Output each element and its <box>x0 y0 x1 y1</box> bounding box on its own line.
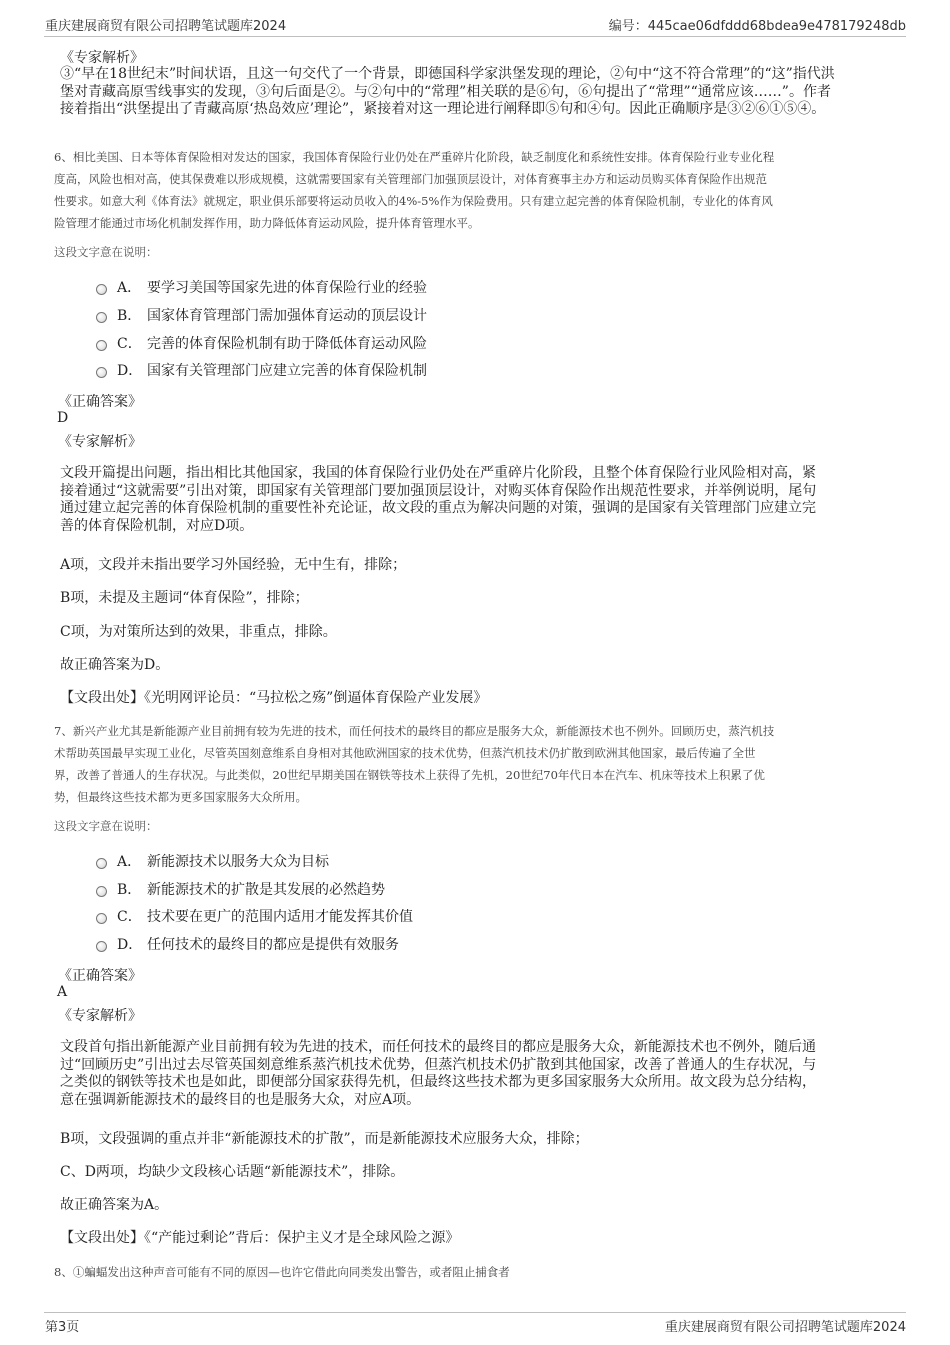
q6-line: 险管理才能通过市场化机制发挥作用，助力降低体育运动风险，提升体育管理水平。 <box>54 216 480 230</box>
option-letter: B． <box>117 308 142 324</box>
q6-note-c: C项，为对策所达到的效果，非重点，排除。 <box>60 624 337 640</box>
q6-answer: D <box>57 410 69 426</box>
q6-analysis-line: 善的体育保险机制，对应D项。 <box>60 517 254 534</box>
q7-analysis-label: 《专家解析》 <box>58 1008 142 1024</box>
q7-answer: A <box>57 984 68 1000</box>
q7-line: 7、新兴产业尤其是新能源产业目前拥有较为先进的技术，而任何技术的最终目的都应是服务大众，新能源技术也不例外。回顾历史，蒸汽机技 <box>54 724 775 738</box>
doc-serial-value: 445cae06dfddd68bdea9e478179248db <box>647 19 906 34</box>
q6-source: 【文段出处】《光明网评论员：“马拉松之殇”倒逼体育保险产业发展》 <box>60 690 488 706</box>
option-text: 新能源技术的扩散是其发展的必然趋势 <box>147 882 385 898</box>
q6-option-a[interactable] <box>96 277 427 297</box>
q7-answer-label: 《正确答案》 <box>58 968 142 984</box>
q7-source: 【文段出处】《“产能过剩论”背后：保护主义才是全球风险之源》 <box>60 1230 460 1246</box>
q6-option-b[interactable] <box>96 305 427 325</box>
q6-line: 性要求。如意大利《体育法》就规定，职业俱乐部要将运动员收入的4%-5%作为保险费用。只有建立起完善的体育保险机制，专业化的体育风 <box>54 194 773 208</box>
q7-analysis-text <box>60 1039 890 1109</box>
radio-icon[interactable] <box>96 913 107 924</box>
q6-note-a: A项，文段并未指出要学习外国经验，无中生有，排除； <box>60 557 407 573</box>
option-text: 完善的体育保险机制有助于降低体育运动风险 <box>147 336 427 352</box>
header-divider <box>44 36 906 37</box>
option-letter: C． <box>117 336 142 352</box>
q6-analysis-text <box>60 465 890 535</box>
doc-serial-label: 编号： <box>608 19 648 34</box>
option-letter: D． <box>117 363 143 379</box>
q6-analysis-line: 接着通过“这就需要”引出对策，即国家有关管理部门要加强顶层设计，对购买体育保险作出规范性要求，并举例说明，尾句 <box>60 482 817 499</box>
q6-option-d[interactable] <box>96 360 427 380</box>
radio-icon[interactable] <box>96 284 107 295</box>
q7-option-c[interactable] <box>96 906 413 926</box>
option-text: 国家体育管理部门需加强体育运动的顶层设计 <box>147 308 427 324</box>
q7-analysis-line: 意在强调新能源技术的最终目的也是服务大众，对应A项。 <box>60 1091 421 1108</box>
option-letter: C． <box>117 909 142 925</box>
q6-conclusion: 故正确答案为D。 <box>60 657 170 673</box>
q7-text <box>54 720 896 808</box>
q6-answer-label: 《正确答案》 <box>58 394 142 410</box>
q7-line: 术帮助英国最早实现工业化，尽管英国刻意维系自身相对其他欧洲国家的技术优势，但蒸汽机技术仍扩散到欧洲其他国家，最后传遍了全世 <box>54 746 756 760</box>
footer-divider <box>44 1312 906 1313</box>
q6-line: 6、相比美国、日本等体育保险相对发达的国家，我国体育保险行业仍处在严重碎片化阶段，缺乏制度化和系统性安排。体育保险行业专业化程 <box>54 150 775 164</box>
option-text: 任何技术的最终目的都应是提供有效服务 <box>147 937 399 953</box>
q7-conclusion: 故正确答案为A。 <box>60 1197 169 1213</box>
q7-option-a[interactable] <box>96 851 329 871</box>
radio-icon[interactable] <box>96 941 107 952</box>
option-text: 国家有关管理部门应建立完善的体育保险机制 <box>147 363 427 379</box>
doc-serial <box>609 15 906 34</box>
q8-text: 8、①蝙蝠发出这种声音可能有不同的原因—也许它借此向同类发出警告，或者阻止捕食者 <box>54 1265 510 1279</box>
top-analysis-line: ③“早在18世纪末”时间状语，且这一句交代了一个背景，即德国科学家洪堡发现的理论，②句中“这不符合常理”的“这”指代洪 <box>60 66 835 82</box>
option-letter: B． <box>117 882 142 898</box>
q7-line: 势，但最终这些技术都为更多国家服务大众所用。 <box>54 790 307 804</box>
option-text: 新能源技术以服务大众为目标 <box>147 854 329 870</box>
page-number: 第3页 <box>45 1320 80 1335</box>
option-text: 要学习美国等国家先进的体育保险行业的经验 <box>147 280 427 296</box>
radio-icon[interactable] <box>96 886 107 897</box>
q7-ask: 这段文字意在说明： <box>54 819 158 833</box>
q6-note-b: B项，未提及主题词“体育保险”，排除； <box>60 590 309 606</box>
option-letter: A． <box>117 854 142 870</box>
top-analysis-label: 《专家解析》 <box>60 50 144 66</box>
radio-icon[interactable] <box>96 312 107 323</box>
doc-header-title: 重庆建展商贸有限公司招聘笔试题库2024 <box>45 19 287 34</box>
top-analysis-line: 堡对青藏高原雪线事实的发现，③句后面是②。与②句中的“常理”相关联的是⑥句，⑥句提出了“常理”“通常应该……”。作者 <box>60 83 831 100</box>
q6-analysis-line: 文段开篇提出问题，指出相比其他国家，我国的体育保险行业仍处在严重碎片化阶段，且整个体育保险行业风险相对高，紧 <box>60 465 816 481</box>
q7-analysis-line: 过“回顾历史”引出过去尽管英国刻意维系蒸汽机技术优势，但蒸汽机技术仍扩散到其他国家，改善了普通人的生存状况，与 <box>60 1056 817 1073</box>
option-letter: A． <box>117 280 142 296</box>
footer-title: 重庆建展商贸有限公司招聘笔试题库2024 <box>664 1320 906 1335</box>
q6-analysis-line: 通过建立起完善的体育保险机制的重要性补充论证，故文段的重点为解决问题的对策，强调的是国家有关管理部门应建立完 <box>60 500 816 516</box>
radio-icon[interactable] <box>96 858 107 869</box>
q6-ask: 这段文字意在说明： <box>54 245 158 259</box>
q7-analysis-line: 之类似的钢铁等技术也是如此，即便部分国家获得先机，但最终这些技术都为更多国家服务大众所用。故文段为总分结构， <box>60 1074 816 1090</box>
radio-icon[interactable] <box>96 367 107 378</box>
top-analysis-line: 接着指出“洪堡提出了青藏高原‘热岛效应’理论”，紧接着对这一理论进行阐释即⑤句和④句。因此正确顺序是③②⑥①⑤④。 <box>60 101 826 117</box>
q7-note-b: B项，文段强调的重点并非“新能源技术的扩散”，而是新能源技术应服务大众，排除； <box>60 1131 589 1147</box>
q7-option-b[interactable] <box>96 879 385 899</box>
q6-option-c[interactable] <box>96 333 427 353</box>
q7-note-cd: C、D两项，均缺少文段核心话题“新能源技术”，排除。 <box>60 1164 405 1180</box>
radio-icon[interactable] <box>96 340 107 351</box>
option-letter: D． <box>117 937 143 953</box>
q6-analysis-label: 《专家解析》 <box>58 434 142 450</box>
q7-analysis-line: 文段首句指出新能源产业目前拥有较为先进的技术，而任何技术的最终目的都应是服务大众，新能源技术也不例外，随后通 <box>60 1039 816 1055</box>
option-text: 技术要在更广的范围内适用才能发挥其价值 <box>147 909 413 925</box>
top-analysis-text <box>60 66 890 119</box>
q6-text <box>54 146 896 234</box>
q6-line: 度高，风险也相对高，使其保费难以形成规模，这就需要国家有关管理部门加强顶层设计，对体育赛事主办方和运动员购买体育保险作出规范 <box>54 172 767 186</box>
q7-line: 界，改善了普通人的生存状况。与此类似，20世纪早期美国在钢铁等技术上获得了先机，20世纪70年代日本在汽车、机床等技术上积累了优 <box>54 768 765 782</box>
q7-option-d[interactable] <box>96 934 399 954</box>
